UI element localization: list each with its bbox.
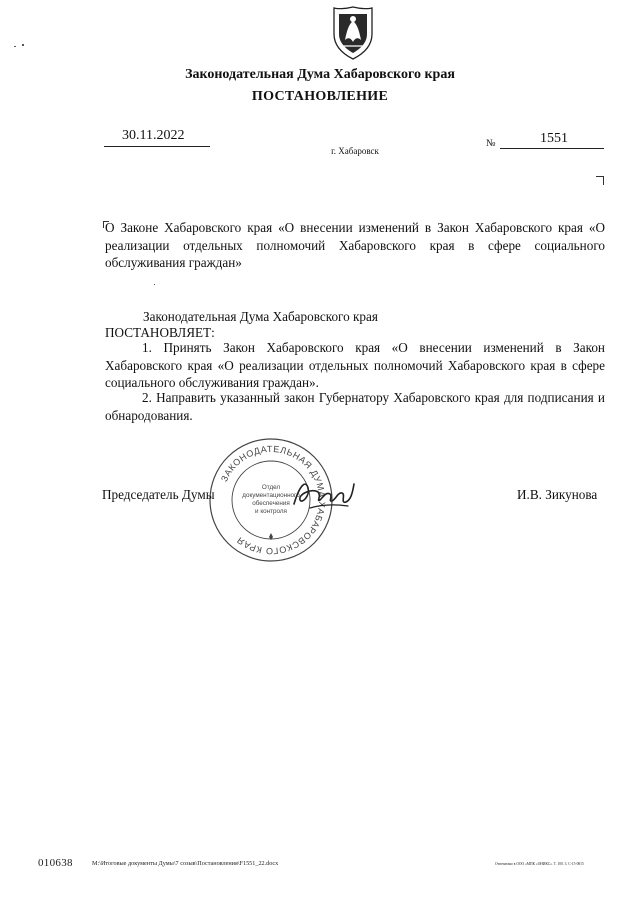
footer-file-path: M:\Итоговые документы Думы\7 созыв\Постановления\F1551_22.docx [92,860,279,867]
date-underline [104,146,210,147]
signatory-position: Председатель Думы [102,487,215,502]
footer-print-info: Отпечатано в ООО «МПК «ОНИКС». Т. 100. 3. С-15-0815 [495,862,584,866]
document-date: 30.11.2022 [122,128,185,143]
footer-code: 010638 [38,857,73,869]
scan-speck [154,284,155,285]
number-underline [500,148,604,149]
resolution-item-1: 1. Принять Закон Хабаровского края «О внесении изменений в Закон Хабаровского края «О реализации отдельных полномочий Хабаровского края в сфере социального обслуживания граждан». [105,340,605,390]
stamp-ring-text: ЗАКОНОДАТЕЛЬНАЯ ДУМА ХАБАРОВСКОГО КРАЯ [219,443,328,557]
document-city: г. Хабаровск [331,146,379,156]
corner-bracket-mark [596,176,604,185]
coat-of-arms-emblem [331,6,375,60]
body-resolves-line: ПОСТАНОВЛЯЕТ: [105,325,215,340]
stamp-center-line-2: документационного [242,492,300,499]
number-sign: № [486,138,496,149]
document-type-heading: ПОСТАНОВЛЕНИЕ [251,89,389,104]
document-subject: О Законе Хабаровского края «О внесении изменений в Закон Хабаровского края «О реализации отдельных полномочий Хабаровского края в сфере социального обслуживания граждан» [105,220,605,270]
document-number: 1551 [540,131,568,146]
body-intro-line: Законодательная Дума Хабаровского края [143,309,378,324]
scan-speck [22,44,24,46]
handwritten-signature [290,474,358,514]
stamp-center-line-3: обеспечения [252,500,290,507]
scan-speck [14,46,16,47]
organization-title: Законодательная Дума Хабаровского края [185,67,455,82]
signatory-name: И.В. Зикунова [517,487,598,502]
stamp-center-line-4: и контроля [255,508,287,515]
stamp-center-line-1: Отдел [261,484,281,491]
resolution-item-2: 2. Направить указанный закон Губернатору Хабаровского края для подписания и обнародования. [105,390,605,423]
